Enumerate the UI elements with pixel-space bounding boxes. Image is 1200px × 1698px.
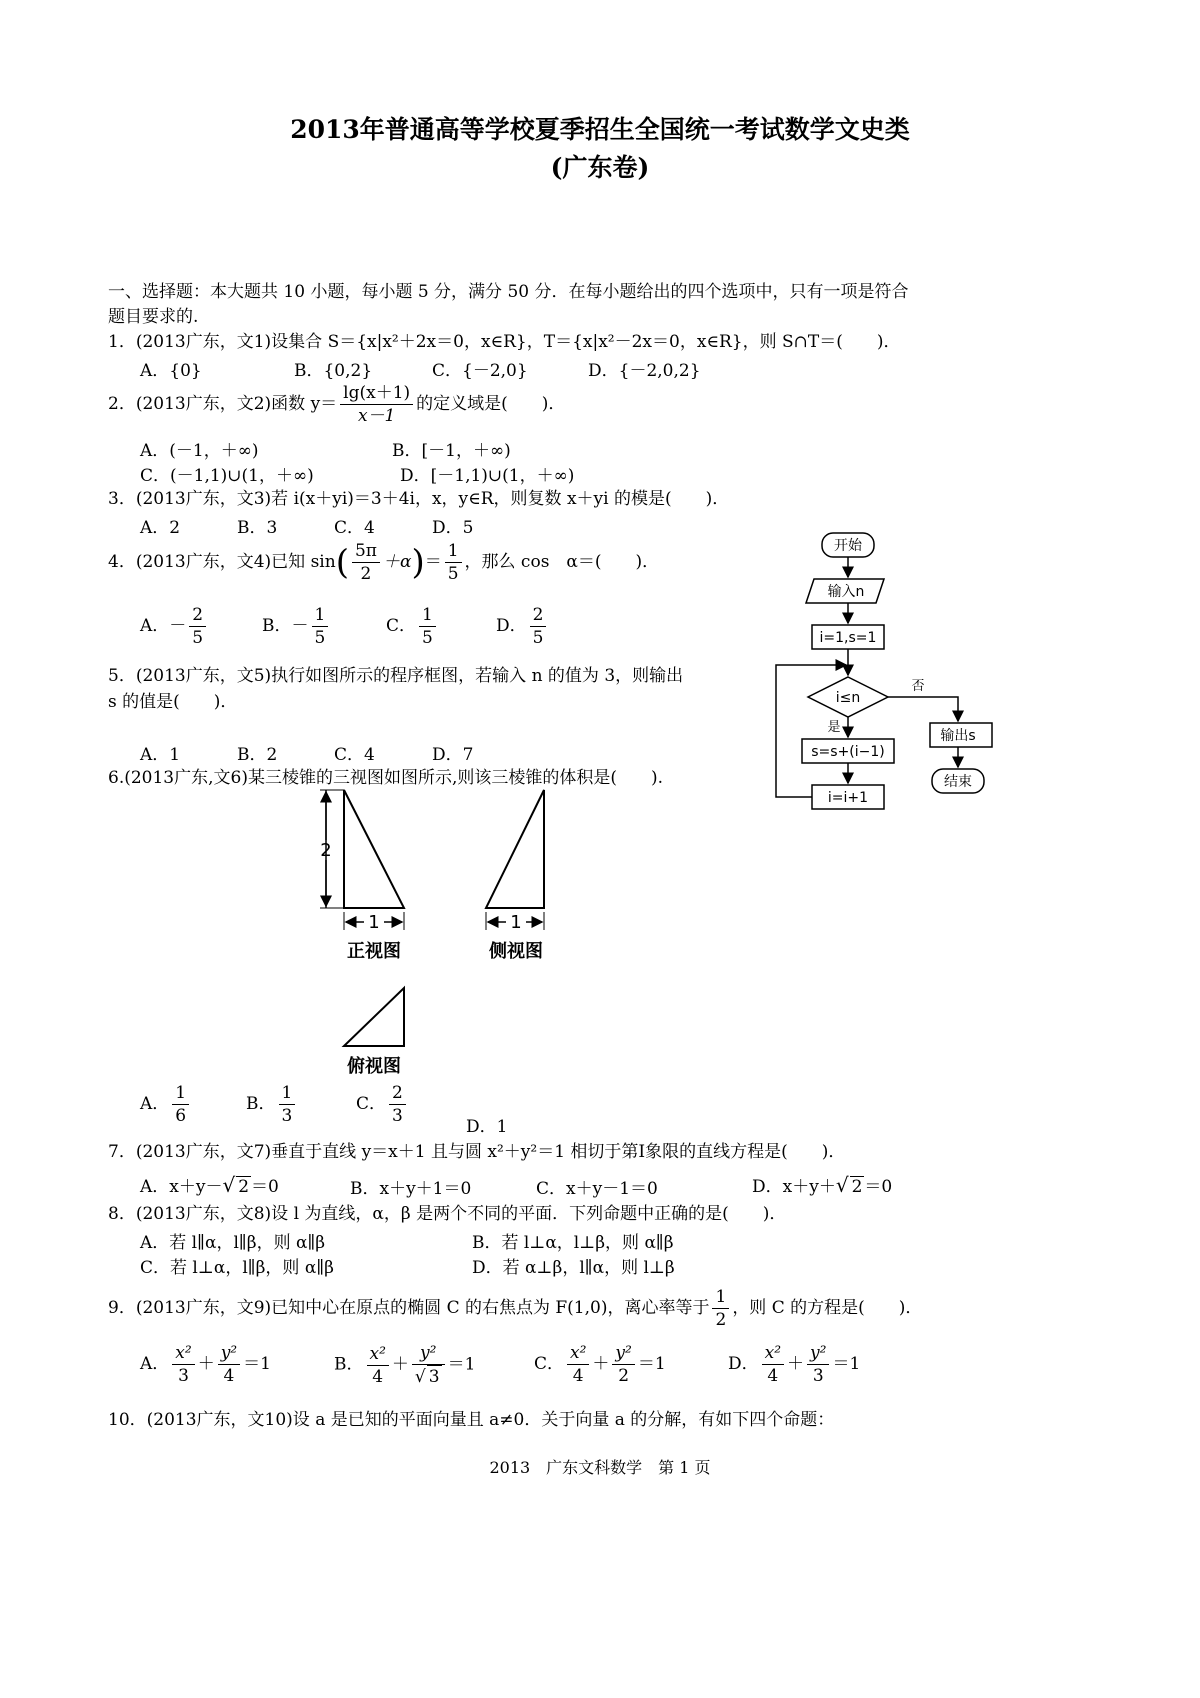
q2-suffix: 的定义域是( )． (416, 394, 566, 414)
flow-end-text: 结束 (944, 774, 972, 790)
q6-b-fraction (279, 1082, 296, 1127)
q9-stem (108, 1286, 922, 1331)
q9-a-frac1 (172, 1342, 194, 1387)
q9-c-plus: ＋ (592, 1354, 610, 1374)
q4-d-label: D． (496, 616, 527, 636)
q9-option-b (334, 1342, 475, 1388)
q4-d-num: 2 (530, 604, 547, 627)
q9-c-eq: ＝1 (637, 1354, 666, 1374)
q2-option-d: D．[－1,1)∪(1，＋∞) (400, 466, 575, 486)
q9-d-d1: 4 (767, 1366, 779, 1386)
q6-a-fraction (172, 1082, 189, 1127)
q6-stem: 6.(2013广东,文6)某三棱锥的三视图如图所示,则该三棱锥的体积是( ). (108, 768, 664, 788)
q2-fraction (340, 382, 413, 427)
page-title: 2013年普通高等学校夏季招生全国统一考试数学文史类 (290, 115, 910, 144)
q9-a-d1: 3 (178, 1366, 189, 1386)
q7-a-pre: A．x＋y－ (140, 1177, 223, 1197)
q9-option-d (728, 1342, 860, 1387)
q4-c-fraction (419, 604, 436, 649)
q6-option-a (140, 1082, 192, 1127)
q4-eq-numerator: 1 (445, 540, 462, 563)
q9-d-label: D． (728, 1354, 759, 1374)
q4-inner-plus: ＋α (382, 552, 412, 572)
q7-option-c: C．x＋y－1＝0 (536, 1179, 658, 1199)
q4-a-num: 2 (189, 604, 206, 627)
q6-a-den: 6 (175, 1106, 187, 1126)
q4-b-den: 5 (314, 628, 326, 648)
q9-a-x2: x² (172, 1342, 194, 1365)
q4-a-den: 5 (192, 628, 204, 648)
q4-suffix: ，那么 cos α＝( )． (464, 552, 660, 572)
q4-d-den: 5 (532, 628, 544, 648)
q4-option-a (140, 604, 209, 649)
q6-b-den: 3 (281, 1106, 293, 1126)
q9-c-x2: x² (567, 1342, 589, 1365)
section-heading-line2: 题目要求的. (108, 307, 199, 327)
q5-option-b: B．2 (237, 745, 278, 765)
q9-b-d2: 3 (428, 1367, 440, 1387)
q9-d-frac2 (807, 1342, 829, 1387)
q6-a-label: A． (140, 1094, 170, 1114)
q8-stem: 8．(2013广东，文8)设 l 为直线，α，β 是两个不同的平面．下列命题中正确的是( )． (108, 1204, 787, 1224)
q9-a-y2: y² (218, 1342, 240, 1365)
q4-d-fraction (530, 604, 547, 649)
flow-update-s-text: s=s+(i−1) (811, 744, 885, 760)
flow-no-label: 否 (911, 679, 925, 694)
top-view-triangle (344, 988, 404, 1046)
q2-option-b: B．[－1，＋∞) (392, 441, 511, 461)
page-footer: 2013 广东文科数学 第 1 页 (489, 1458, 711, 1477)
q3-option-b: B．3 (237, 518, 278, 538)
q4-inner-numerator: 5π (352, 540, 380, 563)
flowchart-figure (760, 525, 1020, 825)
q4-b-fraction (312, 604, 329, 649)
q9-b-x2: x² (367, 1343, 389, 1366)
flow-input-text: 输入n (827, 584, 865, 600)
q4-inner-denominator: 2 (360, 564, 372, 584)
q3-option-c: C．4 (334, 518, 375, 538)
q9-e-den: 2 (715, 1310, 727, 1330)
q7-option-d: D．x＋y＋√ 2 ＝0 (752, 1173, 893, 1197)
q9-b-d2-wrap: √ 3 (414, 1367, 440, 1387)
q9-a-d2: 4 (223, 1366, 235, 1386)
q9-b-frac1 (367, 1343, 389, 1388)
q9-suffix: ，则 C 的方程是( )． (732, 1298, 923, 1318)
q9-a-label: A． (140, 1354, 170, 1374)
flow-yes-label: 是 (827, 720, 841, 735)
q4-b-label: B． (262, 616, 292, 636)
q7-d-root: 2 (851, 1177, 863, 1197)
q4-eq-denominator: 5 (447, 564, 459, 584)
q5-option-d: D．7 (432, 745, 474, 765)
flow-output-text: 输出s (940, 728, 976, 744)
top-view-label: 俯视图 (347, 1056, 401, 1077)
flow-update-i-text: i=i+1 (827, 790, 869, 806)
q5-stem-line1: 5．(2013广东，文5)执行如图所示的程序框图，若输入 n 的值为 3，则输出 (108, 666, 684, 686)
q9-d-d2: 3 (812, 1366, 824, 1386)
q9-b-label: B． (334, 1354, 364, 1375)
q5-option-a: A．1 (140, 745, 181, 765)
q6-option-d: D．1 (466, 1117, 508, 1137)
q7-stem: 7．(2013广东，文7)垂直于直线 y＝x＋1 且与圆 x²＋y²＝1 相切于第Ⅰ象限的直线方程是( )． (108, 1142, 846, 1162)
q6-b-label: B． (246, 1094, 276, 1114)
q9-a-frac2 (218, 1342, 240, 1387)
q4-b-num: 1 (312, 604, 329, 627)
q4-option-d (496, 604, 549, 649)
q6-option-b (246, 1082, 298, 1127)
q2-option-c: C．(－1,1)∪(1，＋∞) (140, 466, 314, 486)
q9-c-frac2 (612, 1342, 634, 1387)
q9-prefix: 9．(2013广东，文9)已知中心在原点的椭圆 C 的右焦点为 F(1,0)，离心率等于 (108, 1298, 710, 1318)
q7-d-post: ＝0 (864, 1177, 893, 1197)
q9-b-d1: 4 (372, 1366, 384, 1387)
q4-prefix: 4．(2013广东，文4)已知 sin (108, 552, 336, 572)
q3-option-a: A．2 (140, 518, 181, 538)
q9-d-y2: y² (807, 1342, 829, 1365)
q4-c-num: 1 (419, 604, 436, 627)
q4-a-fraction (189, 604, 206, 649)
q7-option-a: A．x＋y－√ 2 ＝0 (140, 1173, 279, 1197)
q4-b-sign: － (291, 616, 309, 636)
q3-stem: 3．(2013广东，文3)若 i(x＋yi)＝3＋4i，x，y∈R，则复数 x＋yi 的模是( )． (108, 489, 730, 509)
q3-option-d: D．5 (432, 518, 474, 538)
q2-denominator: x－1 (357, 406, 396, 426)
q8-option-d: D．若 α⊥β，l∥α，则 l⊥β (472, 1258, 675, 1278)
q6-c-num: 2 (389, 1082, 406, 1105)
q9-c-frac1 (567, 1342, 589, 1387)
q7-option-b: B．x＋y＋1＝0 (350, 1179, 472, 1199)
q9-a-eq: ＝1 (243, 1354, 271, 1374)
q6-c-label: C． (356, 1094, 387, 1114)
flow-condition-text: i≤n (835, 690, 861, 706)
q4-inner-fraction (352, 540, 380, 585)
q5-option-c: C．4 (334, 745, 375, 765)
q9-d-eq: ＝1 (832, 1354, 861, 1374)
q6-b-num: 1 (279, 1082, 296, 1105)
section-heading-line1: 一、选择题：本大题共 10 小题，每小题 5 分，满分 50 分．在每小题给出的四个选项中，只有一项是符合 (108, 282, 909, 302)
q9-c-d1: 4 (572, 1366, 584, 1386)
q4-c-label: C． (386, 616, 417, 636)
q9-b-frac2 (412, 1342, 445, 1388)
q1-option-b: B．{0,2} (294, 361, 373, 381)
q9-c-d2: 2 (618, 1366, 630, 1386)
q6-c-den: 3 (392, 1106, 403, 1126)
dim-side-width-label: 1 (510, 912, 522, 933)
q7-d-pre: D．x＋y＋ (752, 1177, 836, 1197)
q4-c-den: 5 (422, 628, 433, 648)
q8-option-c: C．若 l⊥α，l∥β，则 α∥β (140, 1258, 334, 1278)
side-view-label: 侧视图 (489, 941, 543, 962)
q7-a-root: 2 (238, 1177, 250, 1197)
front-view-label: 正视图 (347, 941, 401, 962)
q9-d-x2: x² (762, 1342, 784, 1365)
page-subtitle: (广东卷) (550, 153, 650, 182)
dim-height-label: 2 (320, 840, 332, 861)
q7-a-post: ＝0 (251, 1177, 279, 1197)
q9-b-plus: ＋ (391, 1354, 409, 1375)
q2-prefix: 2．(2013广东，文2)函数 y＝ (108, 394, 338, 414)
q9-c-y2: y² (612, 1342, 634, 1365)
q4-a-label: A． (140, 616, 170, 636)
q9-option-a (140, 1342, 271, 1387)
q9-e-num: 1 (712, 1286, 729, 1309)
q9-d-frac1 (762, 1342, 784, 1387)
q4-option-b (262, 604, 331, 649)
q9-e-fraction (712, 1286, 729, 1331)
q4-eq-fraction (445, 540, 462, 585)
q1-option-a: A．{0} (140, 361, 202, 381)
q1-option-c: C．{－2,0} (432, 361, 528, 381)
q1-option-d: D．{－2,0,2} (588, 361, 701, 381)
q2-stem (108, 382, 565, 427)
flow-start-text: 开始 (834, 538, 862, 554)
q4-option-c (386, 604, 439, 649)
q2-numerator: lg(x＋1) (340, 382, 413, 405)
q10-stem: 10．(2013广东，文10)设 a 是已知的平面向量且 a≠0．关于向量 a 的分解，有如下四个命题： (108, 1410, 835, 1430)
q5-stem-line2: s 的值是( )． (108, 692, 238, 712)
q6-option-c (356, 1082, 409, 1127)
flow-init-text: i=1,s=1 (819, 630, 877, 646)
q9-b-eq: ＝1 (447, 1354, 476, 1375)
q9-a-plus: ＋ (197, 1354, 215, 1374)
dim-front-width-label: 1 (368, 912, 380, 933)
q4-a-sign: － (169, 616, 187, 636)
q8-option-a: A．若 l∥α，l∥β，则 α∥β (140, 1233, 326, 1253)
q6-a-num: 1 (172, 1082, 189, 1105)
three-views-figure (300, 780, 580, 1080)
q9-option-c (534, 1342, 666, 1387)
q4-stem: 4．(2013广东，文4)已知 sin( $\frac{5\pi}{2}$ ＋α)＝ $\frac{1}{5}$ ，那么 cos α＝( )． (108, 541, 660, 584)
side-view-triangle (486, 790, 544, 908)
q1-stem: 1．(2013广东，文1)设集合 S＝{x|x²＋2x＝0，x∈R}，T＝{x|x²－2x＝0，x∈R}，则 S∩T＝( )． (108, 332, 901, 352)
q8-option-b: B．若 l⊥α，l⊥β，则 α∥β (472, 1233, 674, 1253)
front-view-triangle (344, 790, 404, 908)
q9-d-plus: ＋ (787, 1354, 805, 1374)
q9-c-label: C． (534, 1354, 565, 1374)
q2-option-a: A．(－1，＋∞) (140, 441, 259, 461)
q6-c-fraction (389, 1082, 406, 1127)
q9-b-y2: y² (412, 1342, 445, 1365)
